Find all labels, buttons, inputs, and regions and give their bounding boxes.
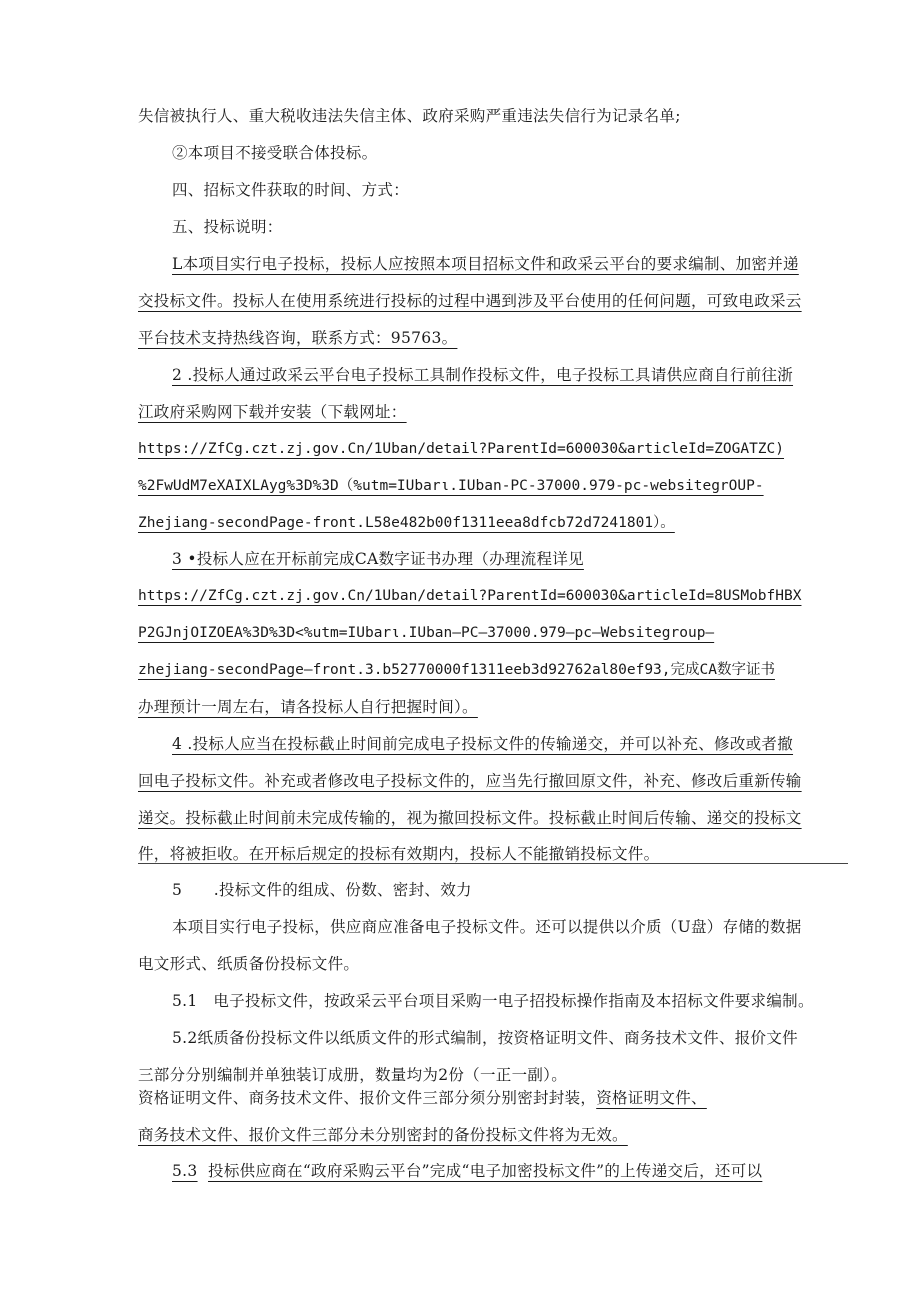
- text-line: 回电子投标文件。补充或者修改电子投标文件的，应当先行撤回原文件，补充、修改后重新传输: [138, 772, 802, 790]
- text-line: 电文形式、纸质备份投标文件。: [138, 955, 360, 973]
- url-line: Zhejiang-secondPage-front.L58e482b00f1311eea8dfcb72d7241801）。: [138, 515, 675, 531]
- text-line: 4 .投标人应当在投标截止时间前完成电子投标文件的传输递交，并可以补充、修改或者撤: [172, 735, 794, 753]
- text-line: 办理预计一周左右，请各投标人自行把握时间）。: [138, 698, 478, 716]
- section-heading: 5 .投标文件的组成、份数、密封、效力: [172, 881, 472, 899]
- text-line: 2 .投标人通过政采云平台电子投标工具制作投标文件，电子投标工具请供应商自行前往浙: [172, 366, 794, 384]
- url-line: zhejiang-secondPage—front.3.b52770000f1311eeb3d92762al80ef93,完成CA数字证书: [138, 662, 775, 678]
- url-line: P2GJnjOIZOEA%3D%3D<%utm=IUbarι.IUban—PC—37000.979—pc—Websitegroup—: [138, 625, 715, 641]
- divider: [138, 863, 848, 864]
- text-line: 江政府采购网下载并安装（下载网址：: [138, 403, 407, 421]
- text-segment: 资格证明文件、商务技术文件、报价文件三部分须分别密封封装，: [138, 1089, 597, 1107]
- text-line: 三部分分别编制并单独装订成册，数量均为2份（一正一副）。: [138, 1066, 568, 1084]
- text-line: 5.1 电子投标文件，按政采云平台项目采购一电子招投标操作指南及本招标文件要求编制。: [172, 992, 814, 1010]
- text-line: 本项目实行电子投标，供应商应准备电子投标文件。还可以提供以介质（U盘）存储的数据: [172, 918, 802, 936]
- text-segment: 投标供应商在“政府采购云平台”完成“电子加密投标文件”的上传递交后，还可以: [208, 1162, 763, 1180]
- text-line: ②本项目不接受联合体投标。: [172, 144, 378, 162]
- text-line: 商务技术文件、报价文件三部分未分别密封的备份投标文件将为无效。: [138, 1126, 628, 1144]
- text-line: 5.2纸质备份投标文件以纸质文件的形式编制，按资格证明文件、商务技术文件、报价文件: [172, 1029, 798, 1047]
- url-line: https://ZfCg.czt.zj.gov.Cn/1Uban/detail?ParentId=600030&articleId=8USMobfHBX: [138, 588, 802, 604]
- url-line: %2FwUdM7eXAIXLAyg%3D%3D（%utm=IUbarι.IUban-PC-37000.979-pc-websitegrOUP-: [138, 478, 764, 494]
- text-line: 递交。投标截止时间前未完成传输的，视为撤回投标文件。投标截止时间后传输、递交的投标文: [138, 809, 802, 827]
- text-line: [172, 1161, 762, 1181]
- text-line: 3 •投标人应在开标前完成CA数字证书办理（办理流程详见: [172, 550, 584, 568]
- text-line: 件，将被拒收。在开标后规定的投标有效期内，投标人不能撤销投标文件。: [138, 845, 660, 863]
- text-line: 交投标文件。投标人在使用系统进行投标的过程中遇到涉及平台使用的任何问题，可致电政采云: [138, 292, 802, 310]
- section-number: 5.3: [172, 1162, 198, 1180]
- text-line: [138, 1088, 707, 1108]
- text-segment: 资格证明文件、: [596, 1089, 707, 1107]
- text-line: 平台技术支持热线咨询，联系方式：95763。: [138, 329, 458, 347]
- text-line: L本项目实行电子投标，投标人应按照本项目招标文件和政采云平台的要求编制、加密并递: [172, 255, 799, 273]
- url-line: https://ZfCg.czt.zj.gov.Cn/1Uban/detail?ParentId=600030&articleId=ZOGATZC): [138, 441, 785, 457]
- section-heading: 四、招标文件获取的时间、方式：: [172, 181, 410, 199]
- section-heading: 五、投标说明：: [172, 218, 283, 236]
- text-line: 失信被执行人、重大税收违法失信主体、政府采购严重违法失信行为记录名单;: [138, 107, 681, 125]
